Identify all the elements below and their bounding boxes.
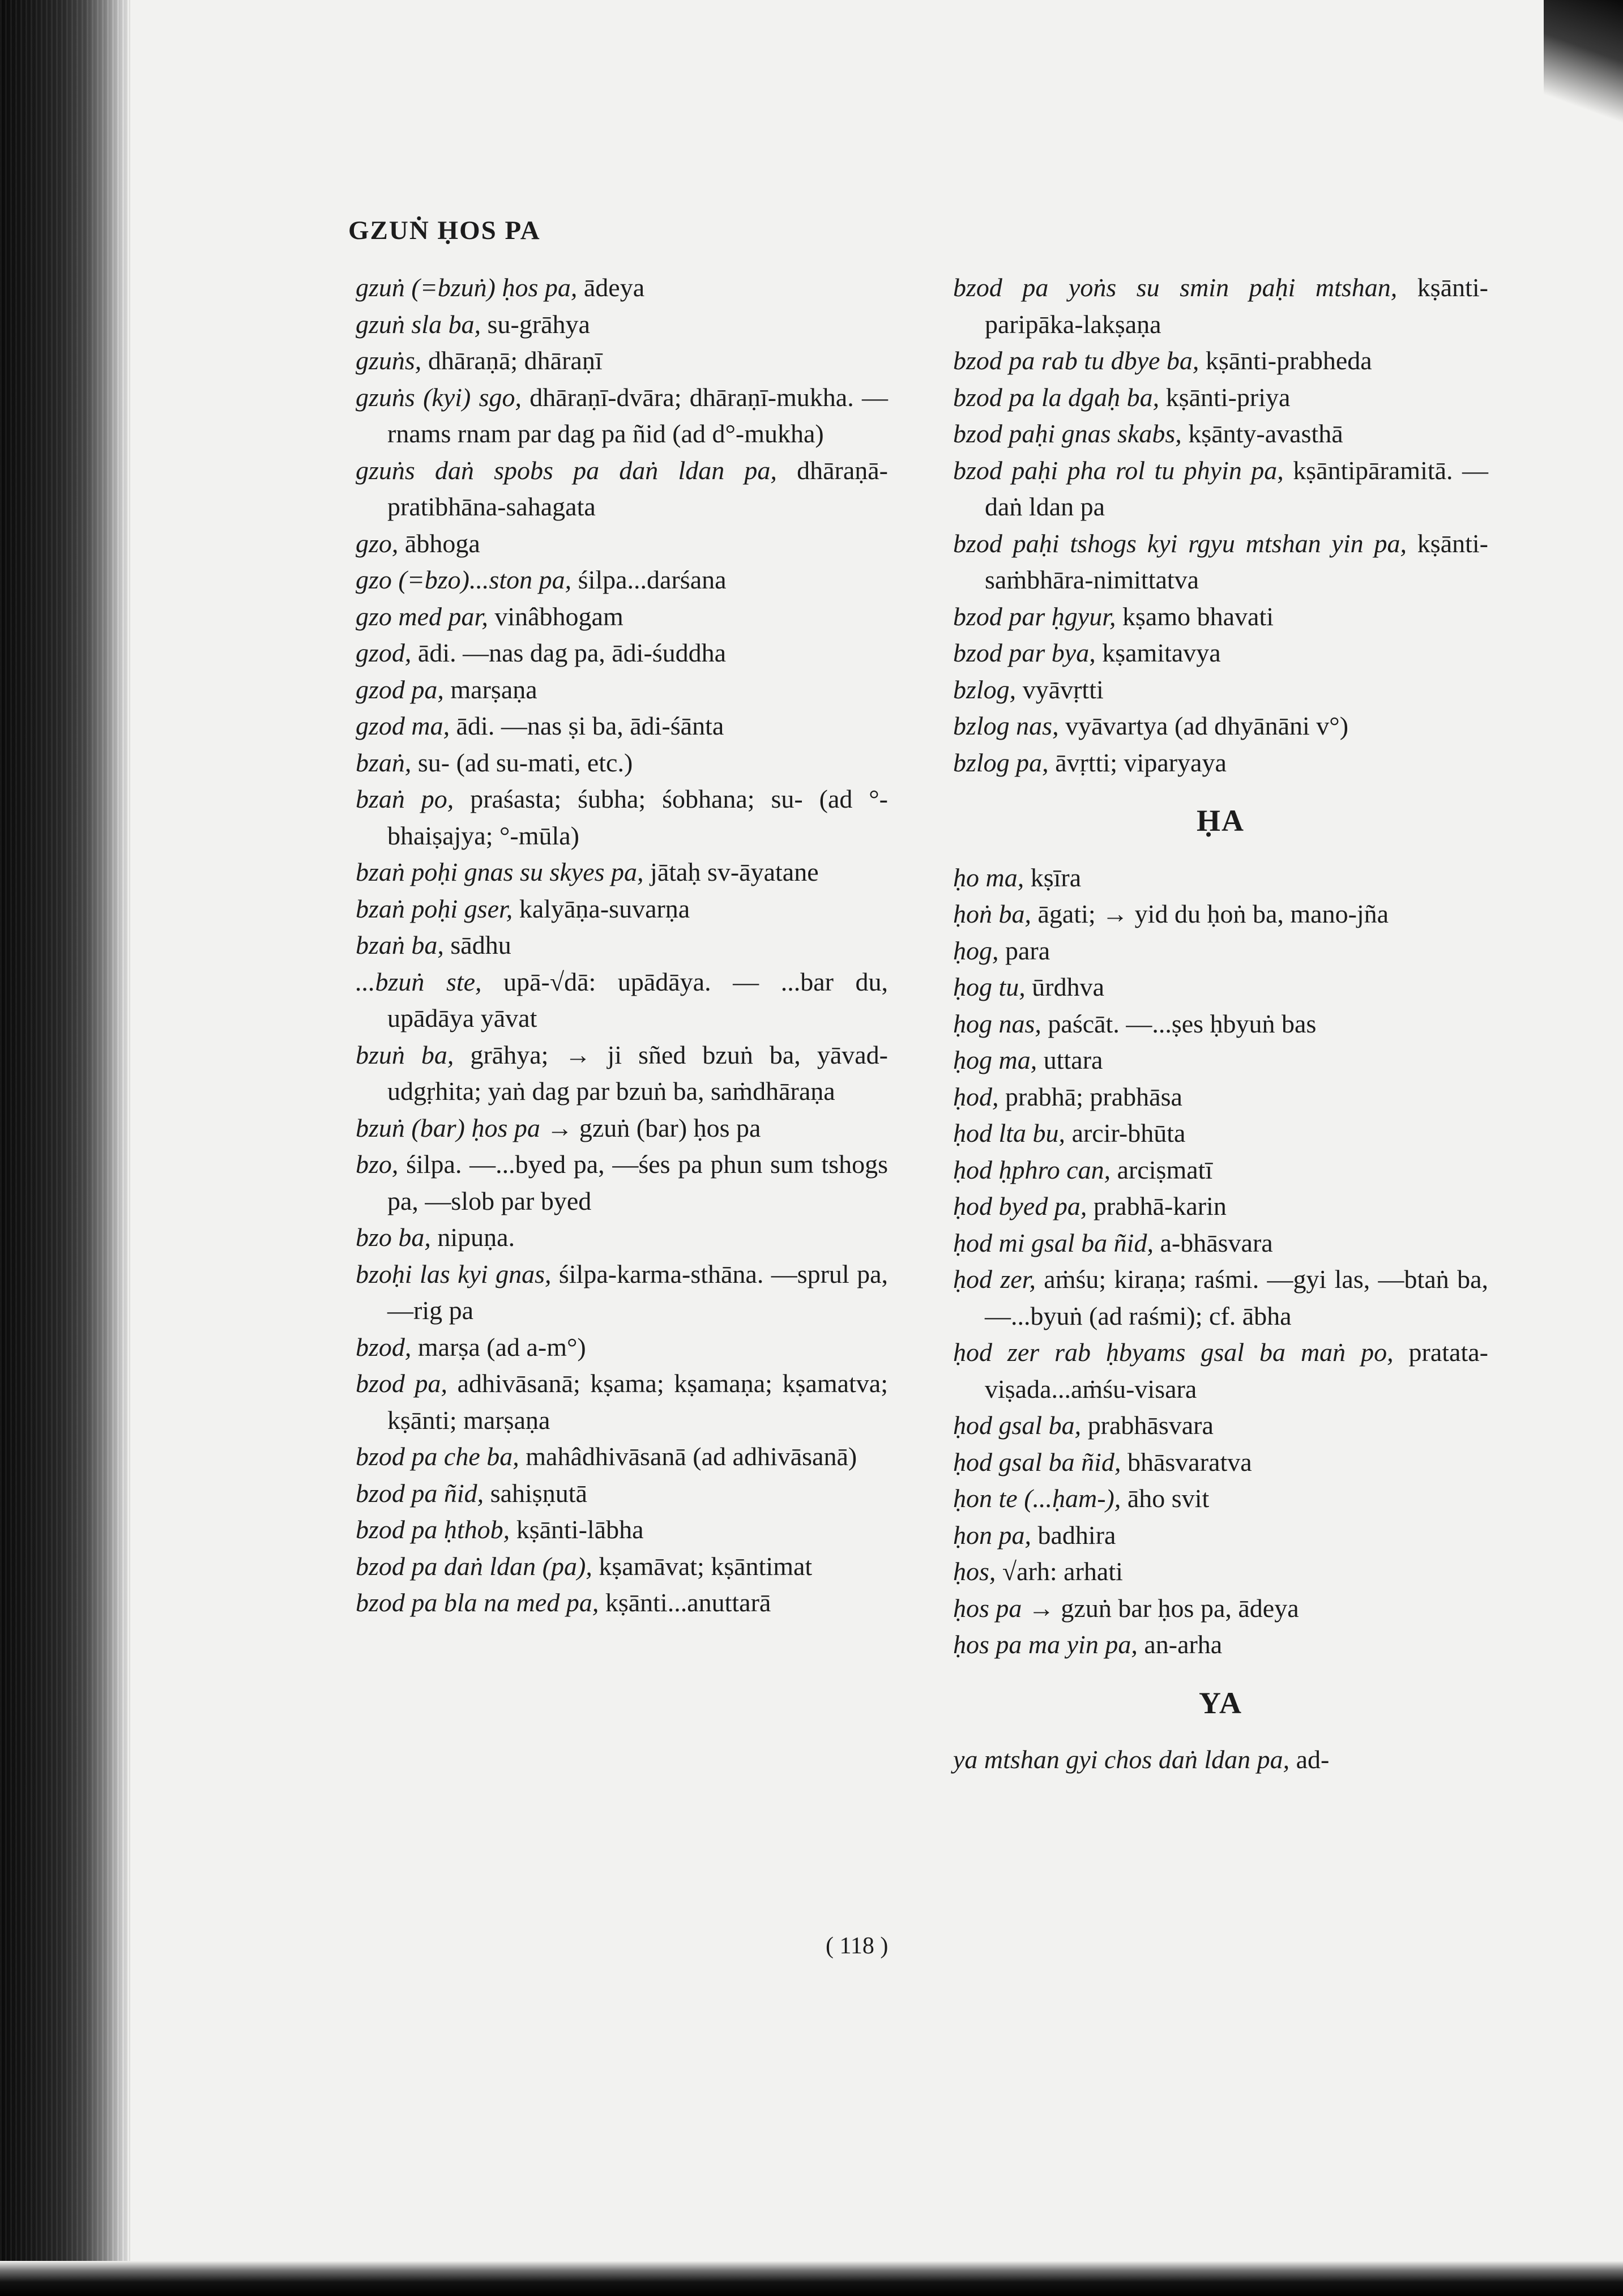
- dictionary-entry: [356, 1037, 888, 1110]
- entry-gloss: ādi. —nas ṣi ba, ādi-śānta: [450, 711, 724, 740]
- entry-gloss: arcir-bhūta: [1065, 1119, 1186, 1147]
- entry-gloss: arciṣmatī: [1111, 1155, 1213, 1184]
- page-bottom-shadow: [0, 2261, 1623, 2296]
- entry-gloss: ādi. —nas dag pa, ādi-śuddha: [411, 638, 727, 667]
- dictionary-entry: [356, 270, 888, 306]
- entry-gloss: → gzuṅ (bar) ḥos pa: [540, 1113, 761, 1142]
- entry-headword: ḥo ma,: [953, 863, 1024, 892]
- dictionary-entry: [953, 933, 1488, 970]
- ha-entries: [953, 860, 1488, 1663]
- dictionary-entry: [953, 1517, 1488, 1554]
- entry-gloss: su- (ad su-mati, etc.): [411, 748, 633, 777]
- entry-gloss: kṣānti-paripāka-lakṣaṇa: [985, 273, 1488, 339]
- dictionary-entry: [356, 343, 888, 379]
- dictionary-entry: [953, 708, 1488, 745]
- entry-headword: gzuṅ sla ba,: [356, 309, 481, 339]
- dictionary-entry: [953, 1742, 1488, 1778]
- entry-gloss: badhira: [1031, 1520, 1116, 1550]
- entry-gloss: prabhāsvara: [1081, 1411, 1214, 1440]
- entry-gloss: vyāvṛtti: [1016, 675, 1104, 704]
- entry-gloss: mahâdhivāsanā (ad adhivāsanā): [519, 1442, 857, 1471]
- entry-headword: bzod par bya,: [953, 638, 1096, 667]
- entry-gloss: vinâbhogam: [488, 601, 623, 631]
- entry-gloss: uttara: [1037, 1045, 1103, 1074]
- dictionary-entry: [953, 1590, 1488, 1627]
- dictionary-entry: [356, 1512, 888, 1548]
- entry-headword: bzuṅ (bar) ḥos pa: [356, 1113, 540, 1142]
- entry-gloss: kṣamo bhavati: [1116, 601, 1274, 631]
- dictionary-entry: [953, 599, 1488, 635]
- entry-headword: ḥog ma,: [953, 1045, 1037, 1074]
- entry-headword: bzod pa che ba,: [356, 1442, 519, 1471]
- entry-headword: bzod pa ñid,: [356, 1478, 484, 1508]
- dictionary-entry: [953, 453, 1488, 526]
- entry-gloss: dhāraṇī-dvāra; dhāraṇī-mukha. —rnams rnam par dag pa ñid (ad d°-mukha): [387, 382, 888, 448]
- entry-gloss: paścāt. —...ṣes ḥbyuṅ bas: [1041, 1009, 1317, 1038]
- entry-headword: bzod pa ḥthob,: [356, 1515, 510, 1544]
- dictionary-entry: [953, 1152, 1488, 1189]
- dictionary-entry: [356, 453, 888, 526]
- entry-gloss: → gzuṅ bar ḥos pa, ādeya: [1022, 1593, 1299, 1623]
- entry-gloss: kṣāntipāramitā. —daṅ ldan pa: [985, 455, 1488, 521]
- entry-headword: ḥod lta bu,: [953, 1119, 1066, 1147]
- dictionary-entry: [953, 1627, 1488, 1663]
- dictionary-entry: [953, 1554, 1488, 1590]
- right-column: [953, 270, 1488, 1778]
- entry-headword: bzod pa yoṅs su smin paḥi mtshan,: [953, 273, 1398, 302]
- dictionary-entry: [953, 1225, 1488, 1262]
- dictionary-entry: [356, 1219, 888, 1256]
- entry-headword: gzod,: [356, 638, 412, 667]
- dictionary-entry: [953, 1188, 1488, 1225]
- entry-headword: ḥon pa,: [953, 1520, 1031, 1550]
- dictionary-entry: [953, 1079, 1488, 1116]
- dictionary-entry: [953, 969, 1488, 1006]
- entry-gloss: prabhā; prabhāsa: [998, 1082, 1182, 1111]
- entry-headword: bzod pa la dgaḥ ba,: [953, 382, 1160, 412]
- entry-gloss: an-arha: [1137, 1630, 1223, 1659]
- entry-headword: ḥod zer,: [953, 1265, 1036, 1294]
- dictionary-entry: [953, 745, 1488, 782]
- entry-gloss: śilpa. —...byed pa, —śes pa phun sum tshogs pa, —slob par byed: [387, 1150, 888, 1215]
- entry-gloss: kṣānty-avasthā: [1181, 419, 1343, 448]
- entry-gloss: ādeya: [577, 273, 645, 302]
- entry-headword: gzo med par,: [356, 601, 488, 631]
- right-column-entries: [953, 270, 1488, 781]
- ya-entries: [953, 1742, 1488, 1778]
- entry-headword: ya mtshan gyi chos daṅ ldan pa,: [953, 1745, 1290, 1774]
- entry-gloss: ūrdhva: [1025, 972, 1105, 1001]
- entry-headword: bzod paḥi gnas skabs,: [953, 419, 1182, 448]
- entry-headword: ḥon te (...ḥam-),: [953, 1484, 1121, 1513]
- dictionary-entry: [356, 891, 888, 928]
- entry-headword: ḥos pa ma yin pa,: [953, 1630, 1138, 1659]
- dictionary-entry: [356, 1146, 888, 1219]
- entry-gloss: bhāsvaratva: [1121, 1447, 1252, 1476]
- dictionary-entry: [356, 599, 888, 635]
- dictionary-entry: [953, 1480, 1488, 1517]
- book-binding-shadow: [0, 0, 130, 2296]
- entry-headword: gzo,: [356, 528, 399, 558]
- dictionary-entry: [356, 562, 888, 599]
- entry-headword: gzod ma,: [356, 711, 450, 740]
- dictionary-entry: [953, 343, 1488, 379]
- dictionary-entry: [953, 1042, 1488, 1079]
- entry-gloss: prabhā-karin: [1087, 1192, 1227, 1220]
- entry-gloss: ad-: [1289, 1745, 1330, 1774]
- entry-gloss: pratata-viṣada...aṁśu-visara: [985, 1338, 1488, 1403]
- dictionary-entry: [356, 526, 888, 562]
- entry-gloss: marṣa (ad a-m°): [411, 1332, 586, 1362]
- entry-gloss: su-grāhya: [481, 309, 590, 339]
- entry-gloss: aṁśu; kiraṇa; raśmi. —gyi las, —btaṅ ba, —...byuṅ (ad raśmi); cf. ābha: [985, 1265, 1488, 1330]
- entry-gloss: √arh: arhati: [996, 1557, 1123, 1586]
- entry-headword: bzaṅ po,: [356, 784, 454, 813]
- entry-headword: gzod pa,: [356, 675, 444, 704]
- entry-headword: bzod paḥi tshogs kyi rgyu mtshan yin pa,: [953, 528, 1407, 558]
- entry-headword: ḥog,: [953, 936, 999, 965]
- dictionary-entry: [356, 1548, 888, 1585]
- entry-headword: bzlog pa,: [953, 748, 1049, 777]
- entry-gloss: jātaḥ sv-āyatane: [643, 857, 819, 886]
- dictionary-entry: [356, 927, 888, 964]
- entry-gloss: grāhya; → ji sñed bzuṅ ba, yāvad-udgṛhita; yaṅ dag par bzuṅ ba, saṁdhāraṇa: [387, 1040, 888, 1106]
- entry-headword: ḥoṅ ba,: [953, 899, 1031, 928]
- entry-gloss: dhāraṇā-pratibhāna-sahagata: [387, 455, 888, 521]
- dictionary-entry: [953, 635, 1488, 672]
- dictionary-entry: [953, 1444, 1488, 1481]
- entry-headword: bzoḥi las kyi gnas,: [356, 1259, 552, 1288]
- entry-gloss: śilpa...darśana: [571, 565, 727, 594]
- dictionary-entry: [953, 1115, 1488, 1152]
- entry-gloss: kṣānti-saṁbhāra-nimittatva: [985, 528, 1489, 594]
- entry-headword: bzaṅ ba,: [356, 931, 444, 959]
- dictionary-entry: [953, 860, 1488, 897]
- page-corner-shadow: [1544, 0, 1623, 147]
- dictionary-entry: [356, 1475, 888, 1512]
- dictionary-entry: [356, 672, 888, 709]
- entry-headword: bzod,: [356, 1332, 412, 1362]
- dictionary-entry: [356, 635, 888, 672]
- dictionary-entry: [356, 1110, 888, 1147]
- entry-headword: ḥod,: [953, 1082, 999, 1111]
- entry-headword: bzlog,: [953, 675, 1016, 704]
- entry-headword: bzo,: [356, 1150, 399, 1179]
- entry-gloss: sahiṣṇutā: [484, 1478, 587, 1508]
- entry-gloss: śilpa-karma-sthāna. —sprul pa, —rig pa: [387, 1259, 888, 1325]
- running-head: GZUṄ ḤOS PA: [348, 216, 541, 245]
- entry-gloss: āho svit: [1121, 1484, 1210, 1513]
- entry-headword: gzuṅ (=bzuṅ) ḥos pa,: [356, 273, 578, 302]
- entry-gloss: kṣīra: [1024, 863, 1082, 892]
- entry-headword: bzod pa,: [356, 1369, 447, 1398]
- entry-gloss: nipuṇa.: [430, 1223, 515, 1252]
- dictionary-entry: [356, 964, 888, 1037]
- dictionary-entry: [356, 306, 888, 343]
- entry-headword: bzo ba,: [356, 1223, 431, 1252]
- entry-headword: bzod pa bla na med pa,: [356, 1588, 599, 1617]
- dictionary-entry: [356, 1439, 888, 1475]
- dictionary-entry: [356, 1585, 888, 1621]
- entry-headword: ḥog tu,: [953, 972, 1026, 1001]
- dictionary-entry: [953, 672, 1488, 709]
- dictionary-entry: [953, 270, 1488, 343]
- entry-gloss: vyāvartya (ad dhyānāni v°): [1058, 711, 1349, 740]
- entry-headword: ḥog nas,: [953, 1009, 1041, 1038]
- entry-headword: ḥod ḥphro can,: [953, 1155, 1111, 1184]
- entry-gloss: āgati; → yid du ḥoṅ ba, mano-jña: [1031, 899, 1389, 928]
- entry-headword: gzuṅs (kyi) sgo,: [356, 382, 522, 412]
- entry-headword: bzaṅ,: [356, 748, 412, 777]
- entry-headword: ḥod byed pa,: [953, 1192, 1087, 1220]
- dictionary-entry: [953, 526, 1488, 599]
- dictionary-entry: [356, 781, 888, 854]
- entry-gloss: para: [998, 936, 1050, 965]
- dictionary-entry: [953, 379, 1488, 416]
- entry-gloss: upā-√dā: upādāya. — ...bar du, upādāya yāvat: [387, 967, 889, 1032]
- entry-headword: ḥod zer rab ḥbyams gsal ba maṅ po,: [953, 1338, 1394, 1367]
- dictionary-entry: [953, 1006, 1488, 1043]
- entry-gloss: āvṛtti; viparyaya: [1048, 748, 1227, 777]
- entry-gloss: praśasta; śubha; śobhana; su- (ad °-bhaiṣajya; °-mūla): [387, 784, 888, 850]
- entry-gloss: ābhoga: [398, 528, 480, 558]
- entry-headword: bzod pa rab tu dbye ba,: [953, 346, 1199, 375]
- dictionary-entry: [356, 745, 888, 782]
- entry-headword: bzlog nas,: [953, 711, 1059, 740]
- dictionary-entry: [356, 1365, 888, 1439]
- entry-headword: ḥod gsal ba ñid,: [953, 1447, 1121, 1476]
- entry-headword: gzuṅs daṅ spobs pa daṅ ldan pa,: [356, 455, 777, 485]
- entry-gloss: kṣānti-prabheda: [1199, 346, 1372, 375]
- entry-gloss: kṣamitavya: [1095, 638, 1221, 667]
- entry-gloss: a-bhāsvara: [1153, 1228, 1273, 1257]
- dictionary-entry: [953, 416, 1488, 453]
- entry-gloss: dhāraṇā; dhāraṇī: [421, 346, 603, 375]
- entry-headword: ḥod gsal ba,: [953, 1411, 1082, 1440]
- letter-heading-ha: ḤA: [1197, 804, 1245, 838]
- entry-gloss: sādhu: [443, 931, 511, 959]
- entry-gloss: kṣānti...anuttarā: [599, 1588, 771, 1617]
- entry-headword: bzod pa daṅ ldan (pa),: [356, 1551, 592, 1581]
- entry-headword: ...bzuṅ ste,: [356, 967, 482, 996]
- entry-gloss: adhivāsanā; kṣama; kṣamaṇa; kṣamatva; kṣānti; marṣaṇa: [387, 1369, 888, 1435]
- page-number: ( 118 ): [826, 1933, 889, 1959]
- entry-gloss: kṣānti-priya: [1159, 382, 1291, 412]
- entry-headword: ḥos,: [953, 1557, 996, 1586]
- dictionary-entry: [953, 1261, 1488, 1334]
- entry-gloss: kṣānti-lābha: [510, 1515, 644, 1544]
- dictionary-entry: [356, 708, 888, 745]
- entry-headword: gzuṅs,: [356, 346, 422, 375]
- entry-headword: bzod par ḥgyur,: [953, 601, 1116, 631]
- letter-heading-ya: YA: [1198, 1685, 1243, 1720]
- entry-headword: bzod paḥi pha rol tu phyin pa,: [953, 455, 1284, 485]
- entry-headword: bzaṅ poḥi gnas su skyes pa,: [356, 857, 644, 886]
- entry-gloss: kṣamāvat; kṣāntimat: [592, 1551, 813, 1581]
- entry-headword: ḥod mi gsal ba ñid,: [953, 1228, 1154, 1257]
- dictionary-entry: [356, 854, 888, 891]
- entry-gloss: marṣaṇa: [443, 675, 537, 704]
- entry-headword: gzo (=bzo)...ston pa,: [356, 565, 572, 594]
- dictionary-entry: [953, 896, 1488, 933]
- dictionary-entry: [356, 1329, 888, 1366]
- dictionary-entry: [356, 1256, 888, 1329]
- entry-headword: bzuṅ ba,: [356, 1040, 454, 1069]
- entry-headword: ḥos pa: [953, 1593, 1022, 1623]
- dictionary-entry: [953, 1334, 1488, 1407]
- dictionary-entry: [953, 1407, 1488, 1444]
- left-column: [356, 270, 888, 1621]
- entry-headword: bzaṅ poḥi gser,: [356, 894, 513, 923]
- dictionary-entry: [356, 379, 888, 453]
- entry-gloss: kalyāṇa-suvarṇa: [512, 894, 690, 923]
